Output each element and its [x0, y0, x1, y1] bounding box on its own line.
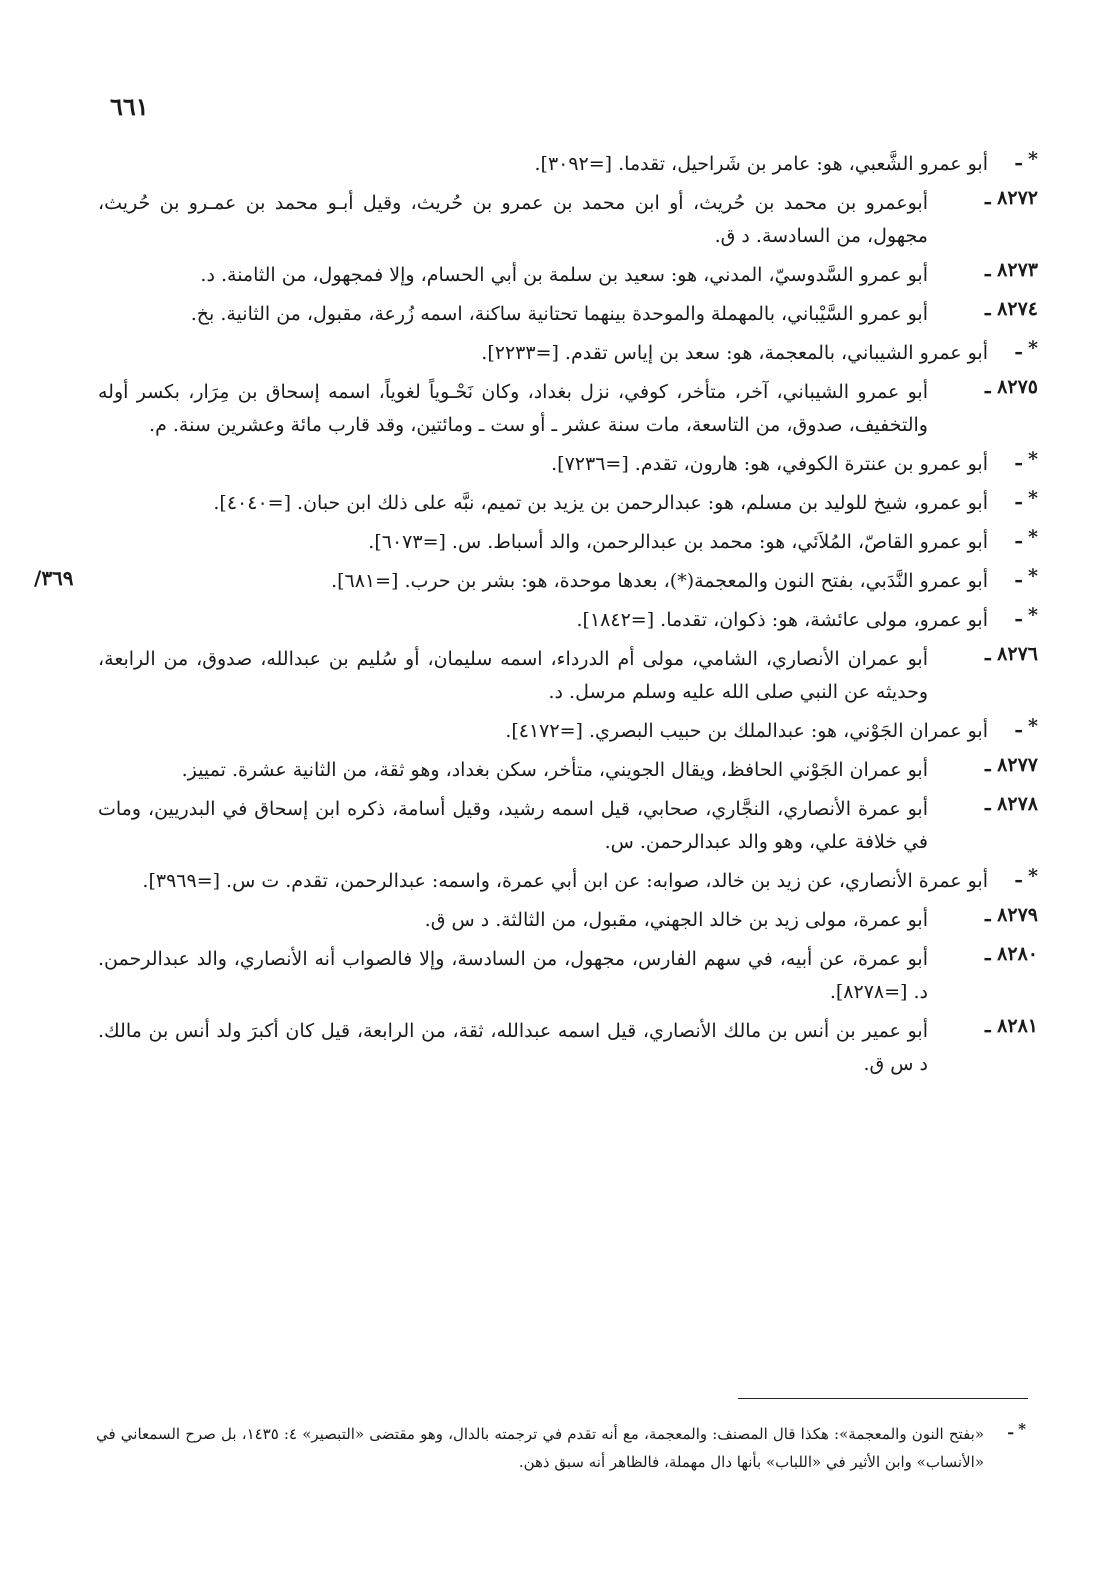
entry-text: أبو عمرو القاصّ، المُلاَئي، هو: محمد بن عبدالرحمن، والد أسباط. س. [=٦٠٧٣]. [368, 531, 988, 553]
numbered-entry [98, 259, 1038, 292]
entry-text: أبو عمرة الأنصاري، عن زيد بن خالد، صوابه: عن ابن أبي عمرة، واسمه: عبدالرحمن، تقدم. ت س. [=٣٩٦٩]. [142, 870, 988, 892]
entry-marker: ٨٢٨١ ـ [984, 1015, 1038, 1037]
cross-reference-entry [98, 715, 1038, 748]
entry-marker: * ـ [1015, 715, 1038, 737]
entry-text: أبو عمرو بن عنترة الكوفي، هو: هارون، تقدم. [=٧٢٣٦]. [551, 453, 988, 475]
entry-marker: * ـ [1015, 448, 1038, 470]
numbered-entry [98, 643, 1038, 709]
footnote-marker: * ـ [1008, 1420, 1026, 1438]
numbered-entry [98, 904, 1038, 937]
entry-text: أبو عمران الجَوْني الحافظ، ويقال الجويني، متأخر، سكن بغداد، وهو ثقة، من الثانية عشرة. تمييز. [181, 759, 928, 781]
entry-text: أبو عمرو النَّدَبي، بفتح النون والمعجمة(*)، بعدها موحدة، هو: بشر بن حرب. [=٦٨١]. [331, 570, 988, 592]
entry-text: أبو عمرة الأنصاري، النجَّاري، صحابي، قيل اسمه رشيد، وقيل أسامة، ذكره ابن إسحاق في البدريين، ومات في خلافة علي، وهو والد عبدالرحمن. س. [98, 798, 928, 853]
entry-marker: ٨٢٧٢ ـ [984, 187, 1038, 209]
footnote [96, 1420, 1026, 1476]
entry-marker: * ـ [1015, 148, 1038, 170]
entry-text: أبو عمران الأنصاري، الشامي، مولى أم الدرداء، اسمه سليمان، أو سُليم بن عبدالله، صدوق، من الرابعة، وحديثه عن النبي صلى الله عليه وسلم مرسل. د. [98, 648, 928, 703]
entry-text: أبو عمرة، مولى زيد بن خالد الجهني، مقبول، من الثالثة. د س ق. [424, 909, 928, 931]
entries-list [98, 148, 1038, 1087]
cross-reference-entry [98, 526, 1038, 559]
entry-text: أبو عمرو، شيخ للوليد بن مسلم، هو: عبدالرحمن بن يزيد بن تميم، نبَّه على ذلك ابن حبان. [=٤٠٤٠]. [213, 492, 988, 514]
cross-reference-entry [98, 487, 1038, 520]
numbered-entry [98, 754, 1038, 787]
footnote-text: «بفتح النون والمعجمة»: هكذا قال المصنف: والمعجمة، مع أنه تقدم في ترجمته بالدال، وهو مقتضى «التبصير» ٤: ١٤٣٥، بل صرح السمعاني في «الأنساب» وابن الأثير في «اللباب» بأنها دال مهملة، فالظاهر أنه سبق ذهن. [96, 1425, 985, 1471]
entry-marker: ٨٢٧٣ ـ [984, 259, 1038, 281]
entry-marker: ٨٢٧٥ ـ [984, 376, 1038, 398]
footnote-divider [738, 1398, 1028, 1399]
entry-text: أبو عمرو الشيباني، آخر، متأخر، كوفي، نزل بغداد، وكان نَحْـوياً لغوياً، اسمه إسحاق بن مِرَار، بكسر أوله والتخفيف، صدوق، من التاسعة، مات سنة عشر ـ أو ست ـ ومائتين، وقد قارب مائة وعشرين سنة. م. [98, 381, 928, 436]
cross-reference-entry [98, 604, 1038, 637]
cross-reference-entry [98, 565, 1038, 598]
entry-marker: ٨٢٧٦ ـ [984, 643, 1038, 665]
cross-reference-entry [98, 448, 1038, 481]
cross-reference-entry [98, 865, 1038, 898]
entry-marker: * ـ [1015, 487, 1038, 509]
entry-text: أبوعمرو بن محمد بن حُريث، أو ابن محمد بن عمرو بن حُريث، وقيل أبـو محمد بن عمـرو بن حُريث، مجهول، من السادسة. د ق. [98, 192, 928, 247]
entry-text: أبو عمران الجَوْني، هو: عبدالملك بن حبيب البصري. [=٤١٧٢]. [505, 720, 988, 742]
entry-text: أبو عمير بن أنس بن مالك الأنصاري، قيل اسمه عبدالله، ثقة، من الرابعة، قيل كان أكبرَ ولد أنس بن مالك. د س ق. [98, 1020, 928, 1075]
entry-marker: ٨٢٧٤ ـ [984, 298, 1038, 320]
cross-reference-entry [98, 148, 1038, 181]
entry-text: أبو عمرو الشيباني، بالمعجمة، هو: سعد بن إياس تقدم. [=٢٢٣٣]. [481, 342, 988, 364]
entry-marker: ٨٢٧٨ ـ [984, 793, 1038, 815]
entry-text: أبو عمرو السَّيْباني، بالمهملة والموحدة بينهما تحتانية ساكنة، اسمه زُرعة، مقبول، من الثانية. بخ. [190, 303, 928, 325]
entry-marker: * ـ [1015, 337, 1038, 359]
entry-text: أبو عمرو الشَّعبي، هو: عامر بن شَراحيل، تقدما. [=٣٠٩٢]. [534, 153, 988, 175]
entry-marker: * ـ [1015, 565, 1038, 587]
margin-reference: /٣٦٩ [34, 566, 74, 590]
entry-text: أبو عمرو السَّدوسيّ، المدني، هو: سعيد بن سلمة بن أبي الحسام، وإلا فمجهول، من الثامنة. د. [200, 264, 928, 286]
entry-text: أبو عمرة، عن أبيه، في سهم الفارس، مجهول، من السادسة، وإلا فالصواب أنه الأنصاري، والد عبدالرحمن. د. [=٨٢٧٨]. [98, 948, 928, 1003]
numbered-entry [98, 298, 1038, 331]
entry-marker: ٨٢٧٩ ـ [984, 904, 1038, 926]
numbered-entry [98, 1015, 1038, 1081]
entry-marker: * ـ [1015, 865, 1038, 887]
numbered-entry [98, 376, 1038, 442]
cross-reference-entry [98, 337, 1038, 370]
numbered-entry [98, 793, 1038, 859]
entry-marker: * ـ [1015, 526, 1038, 548]
entry-marker: ٨٢٨٠ ـ [984, 943, 1038, 965]
entry-marker: ٨٢٧٧ ـ [984, 754, 1038, 776]
page-number: ٦٦١ [110, 92, 149, 121]
entry-marker: * ـ [1015, 604, 1038, 626]
numbered-entry [98, 187, 1038, 253]
numbered-entry [98, 943, 1038, 1009]
entry-text: أبو عمرو، مولى عائشة، هو: ذكوان، تقدما. [=١٨٤٢]. [576, 609, 988, 631]
